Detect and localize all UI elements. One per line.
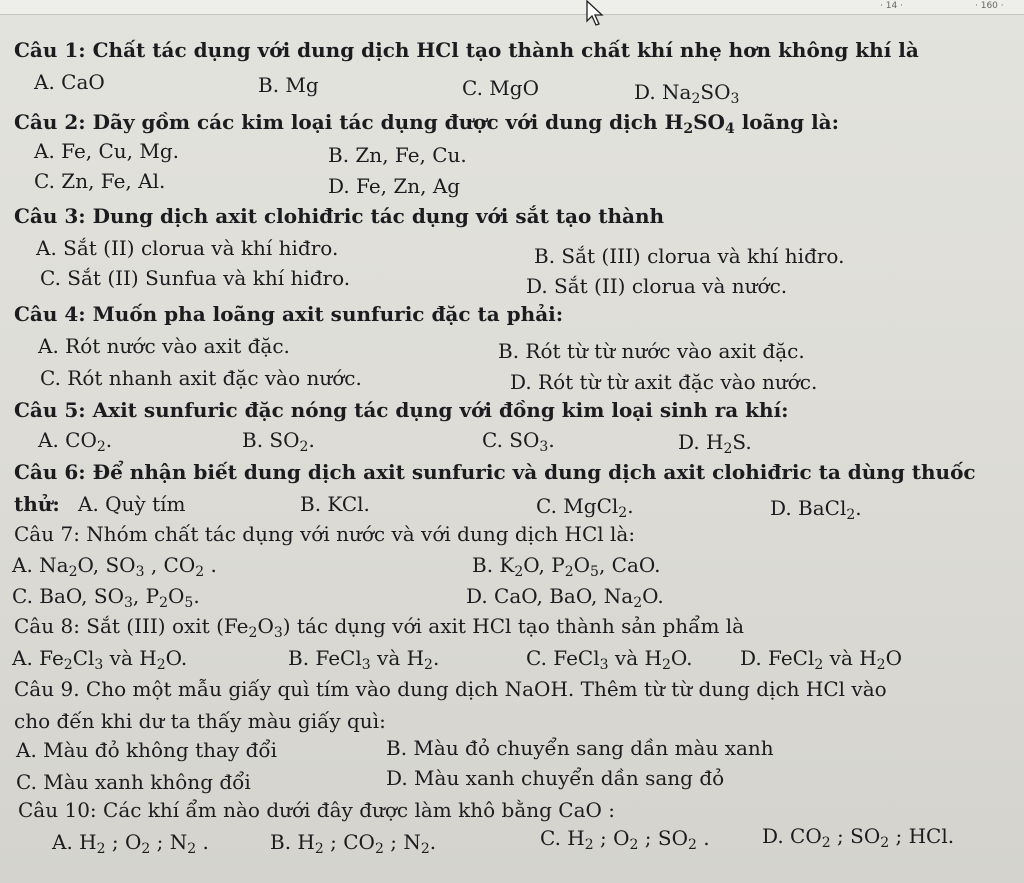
q9-option-c: C. Màu xanh không đổi <box>16 770 251 794</box>
question-9-stem-line-2: cho đến khi dư ta thấy màu giấy quì: <box>14 709 386 733</box>
q2-option-a: A. Fe, Cu, Mg. <box>34 139 180 163</box>
ruler-mark: · 14 · <box>880 1 903 11</box>
q5-option-c: C. $SO_3$. <box>482 428 555 455</box>
q4-option-d: D. Rót từ từ axit đặc vào nước. <box>510 370 818 394</box>
mouse-pointer-icon <box>586 0 608 26</box>
q7-option-b: B. $K_2O$, $P_2O_5$, CaO. <box>472 553 661 580</box>
q8-option-c: C. FeCl$_3$ và $H_2O$. <box>526 646 693 673</box>
question-8-stem: Câu 8: Sắt (III) oxit $(Fe_2O_3)$ tác dụng với axit HCl tạo thành sản phẩm là <box>14 614 745 641</box>
question-7-stem: Câu 7: Nhóm chất tác dụng với nước và với dung dịch HCl là: <box>14 522 636 546</box>
q6-option-c: C. MgCl$_2$. <box>536 494 634 521</box>
question-4-stem: Câu 4: Muốn pha loãng axit sunfuric đặc ta phải: <box>14 302 564 326</box>
q2-option-b: B. Zn, Fe, Cu. <box>328 143 467 167</box>
question-2-stem: Câu 2: Dãy gồm các kim loại tác dụng được với dung dịch $H_2SO_4$ loãng là: <box>14 110 840 137</box>
q1-option-b: B. Mg <box>258 73 319 97</box>
q4-option-c: C. Rót nhanh axit đặc vào nước. <box>40 366 362 390</box>
q1-option-d: D. $Na_2SO_3$ <box>634 80 740 107</box>
q2-option-d: D. Fe, Zn, Ag <box>328 174 461 198</box>
q8-option-d: D. FeCl$_2$ và $H_2O$ <box>740 646 902 673</box>
q1-option-c: C. MgO <box>462 76 539 100</box>
q9-option-b: B. Màu đỏ chuyển sang dần màu xanh <box>386 736 774 760</box>
q6-lead: thử: <box>14 492 60 516</box>
question-1-stem: Câu 1: Chất tác dụng với dung dịch HCl tạo thành chất khí nhẹ hơn không khí là <box>14 38 919 62</box>
q6-option-a: A. Quỳ tím <box>78 492 186 516</box>
q9-option-d: D. Màu xanh chuyển dần sang đỏ <box>386 766 725 790</box>
q5-option-b: B. $SO_2$. <box>242 428 315 455</box>
q6-option-d: D. BaCl$_2$. <box>770 496 862 523</box>
q3-option-b: B. Sắt (III) clorua và khí hiđro. <box>534 244 845 268</box>
q10-option-d: D. $CO_2$ ; $SO_2$ ; HCl. <box>762 824 955 851</box>
q9-option-a: A. Màu đỏ không thay đổi <box>16 738 278 762</box>
q7-option-a: A. $Na_2O$, $SO_3$ , $CO_2$ . <box>12 553 217 580</box>
q7-option-d: D. CaO, BaO, $Na_2O$. <box>466 584 664 611</box>
q4-option-b: B. Rót từ từ nước vào axit đặc. <box>498 339 805 363</box>
question-10-stem: Câu 10: Các khí ẩm nào dưới đây được làm khô bằng CaO : <box>18 798 616 822</box>
q1-option-a: A. CaO <box>34 70 105 94</box>
q10-option-b: B. $H_2$ ; $CO_2$ ; $N_2$. <box>270 830 437 857</box>
q3-option-c: C. Sắt (II) Sunfua và khí hiđro. <box>40 266 351 290</box>
q7-option-c: C. BaO, $SO_3$, $P_2O_5$. <box>12 584 200 611</box>
q3-option-d: D. Sắt (II) clorua và nước. <box>526 274 788 298</box>
q5-option-d: D. $H_2S$. <box>678 430 752 457</box>
question-9-stem-line-1: Câu 9. Cho một mẫu giấy quì tím vào dung dịch NaOH. Thêm từ từ dung dịch HCl vào <box>14 677 887 701</box>
question-3-stem: Câu 3: Dung dịch axit clohiđric tác dụng với sắt tạo thành <box>14 204 665 228</box>
q6-option-b: B. KCl. <box>300 492 370 516</box>
q8-option-b: B. FeCl$_3$ và $H_2$. <box>288 646 440 673</box>
q5-option-a: A. $CO_2$. <box>38 428 113 455</box>
q10-option-c: C. $H_2$ ; $O_2$ ; $SO_2$ . <box>540 826 710 853</box>
q10-option-a: A. $H_2$ ; $O_2$ ; $N_2$ . <box>52 830 209 857</box>
q4-option-a: A. Rót nước vào axit đặc. <box>38 334 290 358</box>
question-6-stem: Câu 6: Để nhận biết dung dịch axit sunfuric và dung dịch axit clohiđric ta dùng thuốc <box>14 460 976 484</box>
question-5-stem: Câu 5: Axit sunfuric đặc nóng tác dụng với đồng kim loại sinh ra khí: <box>14 398 789 422</box>
ruler <box>0 0 1024 15</box>
q3-option-a: A. Sắt (II) clorua và khí hiđro. <box>36 236 339 260</box>
q8-option-a: A. $Fe_2Cl_3$ và $H_2O$. <box>12 646 188 673</box>
ruler-mark: · 160 · <box>975 1 1004 11</box>
q2-option-c: C. Zn, Fe, Al. <box>34 169 166 193</box>
